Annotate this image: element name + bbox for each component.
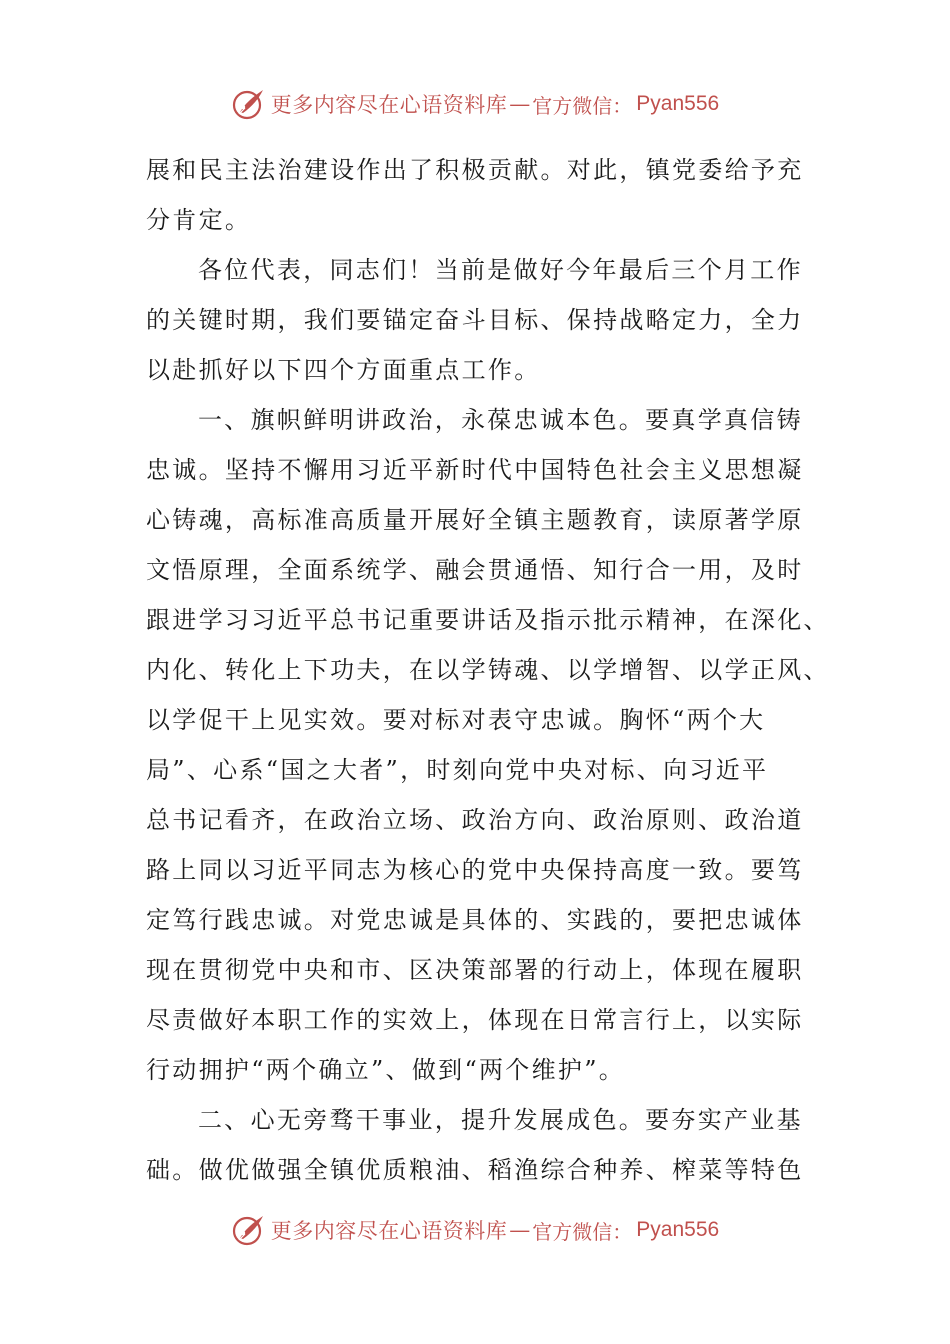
text-line: 跟进学习习近平总书记重要讲话及指示批示精神，在深化、 — [146, 606, 830, 634]
quill-logo-icon — [231, 1212, 267, 1248]
text-line: 现在贯彻党中央和市、区决策部署的行动上，体现在履职 — [146, 956, 804, 984]
header-banner — [0, 82, 950, 126]
document-body — [146, 145, 830, 1195]
footer-banner — [0, 1208, 950, 1252]
text-line: 一、旗帜鲜明讲政治，永葆忠诚本色。要真学真信铸 — [198, 406, 803, 434]
text-line: 以赴抓好以下四个方面重点工作。 — [146, 356, 541, 384]
text-line: 行动拥护“两个确立”、做到“两个维护”。 — [146, 1056, 626, 1084]
text-line: 路上同以习近平同志为核心的党中央保持高度一致。要笃 — [146, 856, 804, 884]
text-line: 础。做优做强全镇优质粮油、稻渔综合种养、榨菜等特色 — [146, 1156, 804, 1184]
banner-separator: — — [509, 1218, 531, 1242]
text-line: 忠诚。坚持不懈用习近平新时代中国特色社会主义思想凝 — [146, 456, 804, 484]
text-line: 的关键时期，我们要锚定奋斗目标、保持战略定力，全力 — [146, 306, 804, 334]
wechat-id: Pyan556 — [636, 1218, 720, 1241]
banner-separator: — — [509, 92, 531, 116]
wechat-label: 官方微信： — [532, 1219, 633, 1244]
text-line: 局”、心系“国之大者”，时刻向党中央对标、向习近平 — [146, 756, 769, 784]
text-line: 分肯定。 — [146, 206, 252, 234]
text-line: 尽责做好本职工作的实效上，体现在日常言行上，以实际 — [146, 1006, 804, 1034]
text-line: 内化、转化上下功夫，在以学铸魂、以学增智、以学正风、 — [146, 656, 830, 684]
text-line: 以学促干上见实效。要对标对表守忠诚。胸怀“两个大 — [146, 706, 766, 734]
wechat-label: 官方微信： — [532, 93, 633, 118]
text-line: 定笃行践忠诚。对党忠诚是具体的、实践的，要把忠诚体 — [146, 906, 804, 934]
text-line: 展和民主法治建设作出了积极贡献。对此，镇党委给予充 — [146, 156, 804, 184]
banner-title: 更多内容尽在心语资料库 — [270, 1219, 508, 1243]
quill-logo-icon — [231, 86, 267, 122]
text-line: 总书记看齐，在政治立场、政治方向、政治原则、政治道 — [146, 806, 804, 834]
text-line: 二、心无旁骛干事业，提升发展成色。要夯实产业基 — [198, 1106, 803, 1134]
text-line: 文悟原理，全面系统学、融会贯通悟、知行合一用，及时 — [146, 556, 804, 584]
text-line: 心铸魂，高标准高质量开展好全镇主题教育，读原著学原 — [146, 506, 804, 534]
text-line: 各位代表，同志们！当前是做好今年最后三个月工作 — [198, 256, 803, 284]
banner-title: 更多内容尽在心语资料库 — [270, 93, 508, 117]
wechat-id: Pyan556 — [636, 92, 720, 115]
